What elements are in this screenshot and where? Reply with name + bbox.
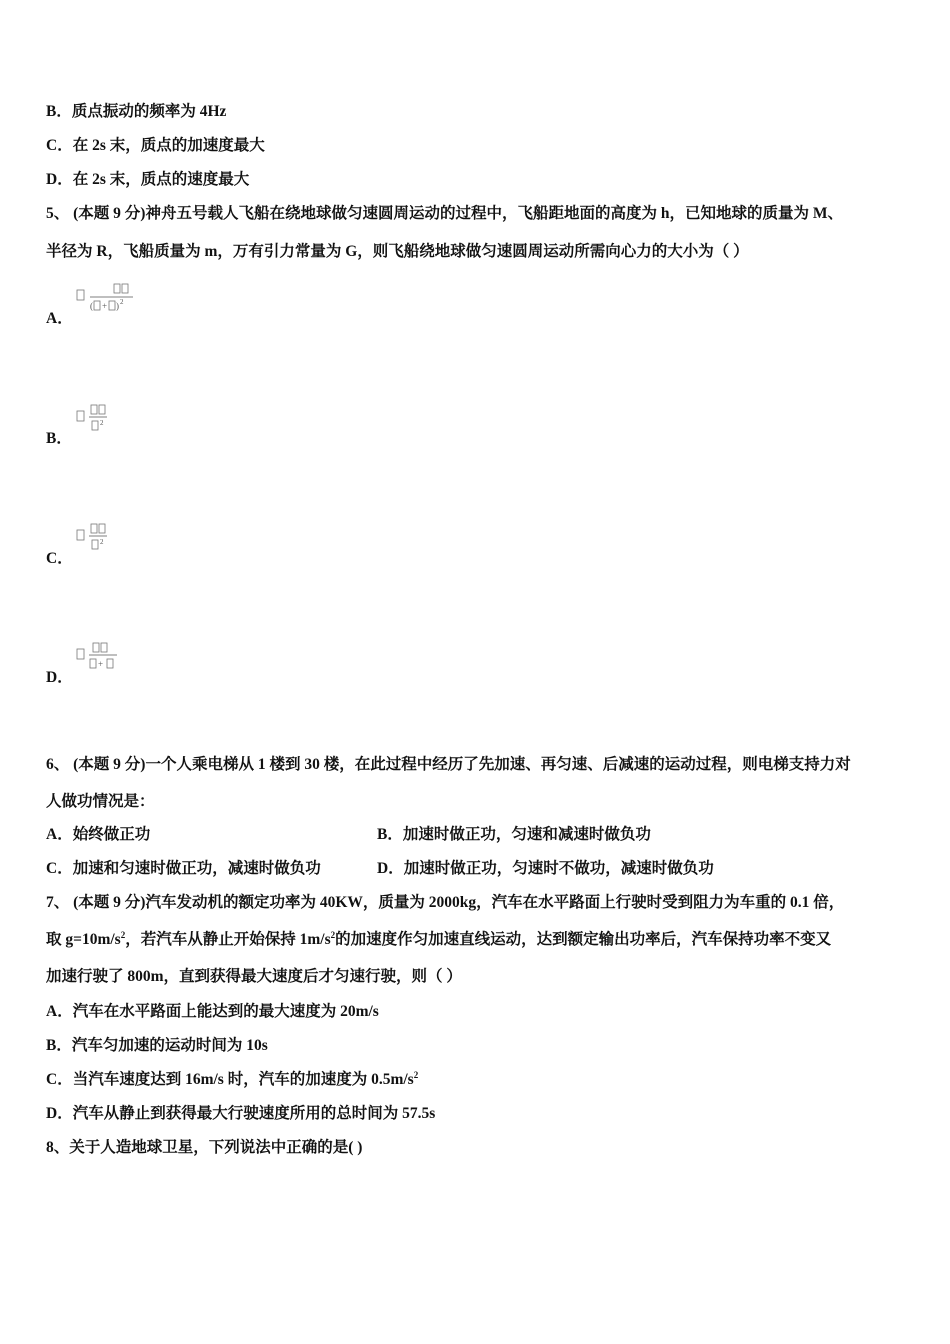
option-label: B． [46,1037,72,1054]
formula-paren: ( [90,301,93,311]
option-label: C． [46,1071,73,1088]
superscript: 2 [120,929,126,940]
option-label: A． [46,1003,73,1020]
formula-placeholder-glyph [114,284,120,293]
option-text: 在 2s 末，质点的加速度最大 [72,137,265,154]
q5-option-c-label: C． [46,550,73,567]
q4-option-c [46,136,265,156]
q7-text-part: 的加速度作匀加速直线运动，达到额定输出功率后，汽车保持功率不变又 [335,931,832,948]
formula-placeholder-glyph [91,524,97,533]
option-label: A． [46,826,73,843]
formula-placeholder-glyph [109,301,115,310]
option-label: D． [46,171,73,188]
option-text: 在 2s 末，质点的速度最大 [72,171,250,188]
formula-image [76,521,156,561]
formula-image [76,282,156,322]
q7-option-a [46,1002,379,1022]
formula-exponent: 2 [120,298,124,306]
option-label: B． [377,826,403,843]
formula-placeholder-glyph [107,659,113,668]
q7-text-part: ，若汽车从静止开始保持 1m/s [125,931,331,948]
option-label: D． [46,1105,73,1122]
formula-placeholder-glyph [77,530,84,540]
option-label: B． [46,103,72,120]
option-text: 汽车从静止到获得最大行驶速度所用的总时间为 57.5s [72,1105,436,1122]
option-text: 汽车匀加速的运动时间为 10s [71,1037,268,1054]
q7-option-d [46,1104,435,1124]
q5-option-b-label: B． [46,430,72,447]
option-label: C． [46,137,73,154]
q7-stem-line3: 加速行驶了 800m，直到获得最大速度后才匀速行驶，则（ ） [46,968,462,985]
q6-option-c [46,859,321,879]
formula-placeholder-glyph [93,643,99,652]
q7-stem-line2 [46,930,831,950]
formula-placeholder-glyph [91,405,97,414]
q5-stem-line2: 半径为 R，飞船质量为 m，万有引力常量为 G，则飞船绕地球做匀速圆周运动所需向心力的大小为（ ） [46,243,749,260]
q4-option-b [46,102,226,122]
option-text: 加速时做正功，匀速时不做功，减速时做负功 [403,860,714,877]
q7-stem-line1: 7、 (本题 9 分)汽车发动机的额定功率为 40KW，质量为 2000kg，汽车在水平路面上行驶时受到阻力为车重的 0.1 倍， [46,894,845,911]
q6-option-a [46,825,150,845]
q7-option-c [46,1070,418,1090]
formula-placeholder-glyph [77,290,84,300]
formula-placeholder-glyph [99,524,105,533]
superscript: 2 [330,929,336,940]
q6-stem-line2: 人做功情况是： [46,793,155,810]
q5-option-b-formula [76,402,156,442]
formula-placeholder-glyph [77,649,84,659]
formula-placeholder-glyph [94,301,100,310]
q6-stem-line1: 6、 (本题 9 分)一个人乘电梯从 1 楼到 30 楼，在此过程中经历了先加速、再匀速、后减速的运动过程，则电梯支持力对 [46,756,851,773]
q5-option-a-label: A． [46,310,73,327]
q5-option-c-formula [76,521,156,561]
q5-option-a-formula [76,282,156,322]
superscript: 2 [413,1069,419,1080]
option-label: C． [46,860,73,877]
q5-option-d-formula [76,640,156,680]
formula-image [76,402,156,442]
formula-placeholder-glyph [77,411,84,421]
formula-plus: + [102,301,108,311]
option-text: 质点振动的频率为 4Hz [71,103,227,120]
formula-placeholder-glyph [90,659,96,668]
q7-option-b [46,1036,268,1056]
formula-placeholder-glyph [99,405,105,414]
q4-option-d [46,170,249,190]
formula-placeholder-glyph [122,284,128,293]
option-text: 加速时做正功，匀速和减速时做负功 [402,826,651,843]
option-text: 当汽车速度达到 16m/s 时，汽车的加速度为 0.5m/s [72,1071,414,1088]
formula-placeholder-glyph [101,643,107,652]
q5-option-d-label: D． [46,669,73,686]
formula-image [76,640,156,680]
option-text: 始终做正功 [72,826,151,843]
formula-exponent: 2 [100,419,104,427]
formula-plus: + [98,659,104,669]
q6-option-d [377,859,714,879]
option-label: D． [377,860,404,877]
q6-option-b [377,825,651,845]
formula-placeholder-glyph [92,421,98,430]
option-text: 汽车在水平路面上能达到的最大速度为 20m/s [72,1003,379,1020]
option-text: 加速和匀速时做正功，减速时做负功 [72,860,321,877]
q7-text-part: 取 g=10m/s [46,931,121,948]
formula-placeholder-glyph [92,540,98,549]
formula-paren: ) [116,301,119,311]
q8-stem-line1: 8、关于人造地球卫星，下列说法中正确的是( ) [46,1139,363,1156]
formula-exponent: 2 [100,538,104,546]
q5-stem-line1: 5、 (本题 9 分)神舟五号载人飞船在绕地球做匀速圆周运动的过程中，飞船距地面的高度为 h，已知地球的质量为 M、 [46,205,843,222]
